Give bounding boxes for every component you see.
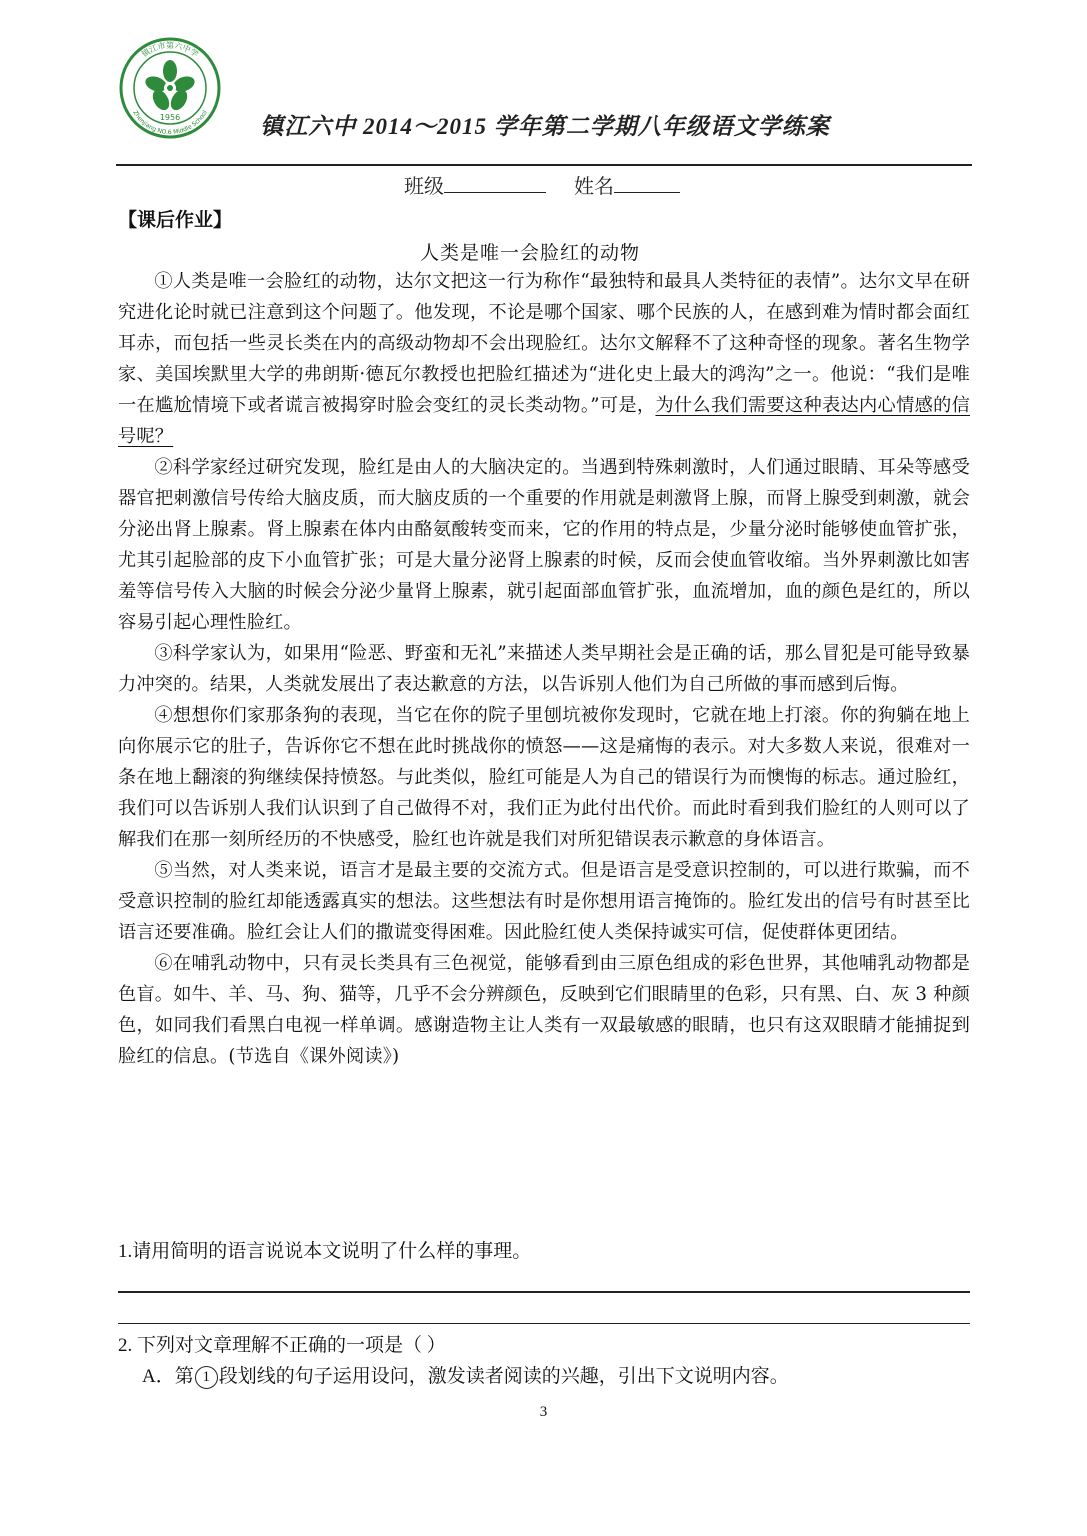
- paragraph-6: ⑥在哺乳动物中，只有灵长类具有三色视觉，能够看到由三原色组成的彩色世界，其他哺乳动物都是色盲。如牛、羊、马、狗、猫等，几乎不会分辨颜色，反映到它们眼睛里的色彩，只有黑、白、灰 3 种颜色，如同我们看黑白电视一样单调。感谢造物主让人类有一双最敏感的眼睛，也只有这双眼睛才能捕捉到脸红的信息。(节选自《课外阅读》): [118, 953, 970, 1067]
- logo-arc-text: 镇江市第六中学: [140, 41, 200, 59]
- answer-line[interactable]: [118, 1291, 970, 1293]
- paragraph-4: ④想想你们家那条狗的表现，当它在你的院子里刨坑被你发现时，它就在地上打滚。你的狗躺在地上向你展示它的肚子，告诉你它不想在此时挑战你的愤怒——这是痛悔的表示。对大多数人来说，很难对一条在地上翻滚的狗继续保持愤怒。与此类似，脸红可能是人为自己的错误行为而懊悔的标志。通过脸红，我们可以告诉别人我们认识到了自己做得不对，我们正为此付出代价。而此时看到我们脸红的人则可以了解我们在那一刻所经历的不快感受，脸红也许就是我们对所犯错误表示歉意的身体语言。: [118, 705, 970, 850]
- answer-line[interactable]: [118, 1323, 970, 1324]
- name-label: 姓名: [574, 176, 614, 198]
- article-body: [118, 266, 970, 1072]
- school-logo: [118, 36, 222, 140]
- paragraph-5: ⑤当然，对人类来说，语言才是最主要的交流方式。但是语言是受意识控制的，可以进行欺骗，而不受意识控制的脸红却能透露真实的想法。这些想法有时是你想用语言掩饰的。脸红发出的信号有时甚至比语言还要准确。脸红会让人们的撒谎变得困难。因此脸红使人类保持诚实可信，促使群体更团结。: [118, 860, 970, 943]
- class-field[interactable]: [444, 172, 546, 193]
- paragraph-3: ③科学家认为，如果用“险恶、野蛮和无礼”来描述人类早期社会是正确的话，那么冒犯是可能导致暴力冲突的。结果，人类就发展出了表达歉意的方法，以告诉别人他们为自己所做的事而感到后悔。: [118, 643, 970, 695]
- student-info-row: [404, 170, 680, 199]
- circled-number: 1: [195, 1366, 218, 1389]
- page-header-title: 镇江六中 2014～2015 学年第二学期八年级语文学练案: [260, 114, 830, 139]
- logo-bottom-text: Zhenjiang NO.6 Middle School: [131, 109, 209, 137]
- option-a: A．第 1 段划线的句子运用设问，激发读者阅读的兴趣，引出下文说明内容。: [142, 1361, 789, 1389]
- header-divider: [116, 164, 972, 166]
- name-field[interactable]: [614, 172, 680, 193]
- logo-year: 1956: [159, 113, 181, 122]
- article-title: 人类是唯一会脸红的动物: [420, 242, 641, 264]
- question-1: 1.请用简明的语言说说本文说明了什么样的事理。: [118, 1241, 532, 1262]
- underlined-question: 为什么我们需要这种表达内心情感的信号呢？: [118, 395, 970, 447]
- section-label: 【课后作业】: [118, 209, 233, 231]
- flower-icon: [143, 60, 196, 113]
- question-2: 2. 下列对文章理解不正确的一项是（ ）: [118, 1335, 446, 1356]
- class-label: 班级: [404, 176, 444, 198]
- paragraph-1: ①人类是唯一会脸红的动物，达尔文把这一行为称作“最独特和最具人类特征的表情”。达尔文早在研究进化论时就已注意到这个问题了。他发现，不论是哪个国家、哪个民族的人，在感到难为情时都会面红耳赤，而包括一些灵长类在内的高级动物却不会出现脸红。达尔文解释不了这种奇怪的现象。著名生物学家、美国埃默里大学的弗朗斯·德瓦尔教授也把脸红描述为“进化史上最大的鸿沟”之一。他说：“我们是唯一在尴尬情境下或者谎言被揭穿时脸会变红的灵长类动物。”可是，为什么我们需要这种表达内心情感的信号呢？: [118, 271, 970, 447]
- page-number: 3: [539, 1404, 548, 1420]
- paragraph-2: ②科学家经过研究发现，脸红是由人的大脑决定的。当遇到特殊刺激时，人们通过眼睛、耳朵等感受器官把刺激信号传给大脑皮质，而大脑皮质的一个重要的作用就是刺激肾上腺，而肾上腺受到刺激，就会分泌出肾上腺素。肾上腺素在体内由酪氨酸转变而来，它的作用的特点是，少量分泌时能够使血管扩张，尤其引起脸部的皮下小血管扩张；可是大量分泌肾上腺素的时候，反而会使血管收缩。当外界刺激比如害羞等信号传入大脑的时候会分泌少量肾上腺素，就引起面部血管扩张，血流增加，血的颜色是红的，所以容易引起心理性脸红。: [118, 457, 970, 633]
